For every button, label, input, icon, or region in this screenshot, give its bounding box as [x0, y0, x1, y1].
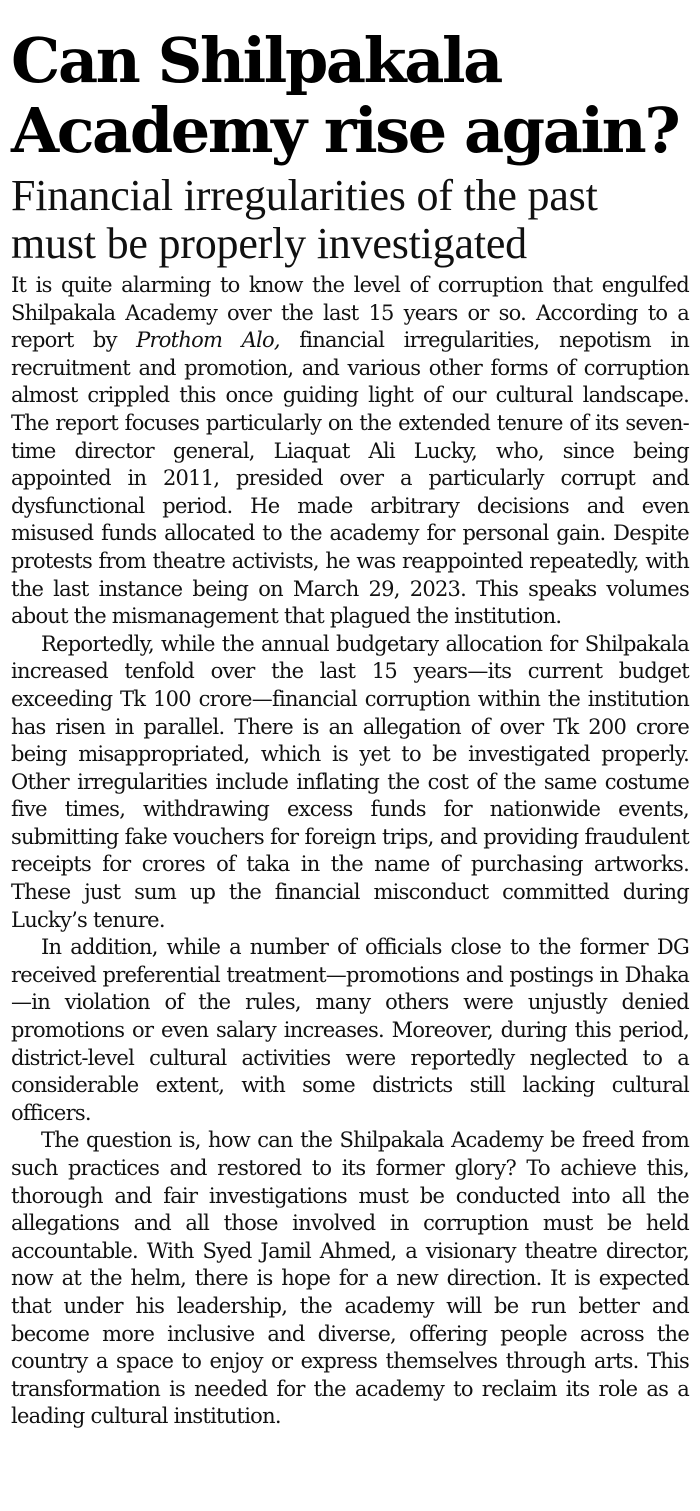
paragraph-1-lead: It is quite alarming to know the level of corruption that engulfed Shilpakala Academy over the last 15 years or so. According to a report by [11, 273, 689, 353]
source-publication: Prothom Alo, [136, 328, 280, 353]
headline-line-2: Academy rise again? [11, 94, 679, 167]
paragraph-1-rest: financial irregularities, nepotism in recruitment and promotion, and various other forms of corruption almost crippled this once guiding light of our cultural landscape. The report focuses particularly on the extended tenure of its seven-time director general, Liaquat Ali Lucky, who, since being appointed in 2011, presided over a particularly corrupt and dysfunctional period. He made arbitrary decisions and even misused funds allocated to the academy for personal gain. Despite protests from theatre activists, he was reappointed repeatedly, with the last instance being on March 29, 2023. This speaks volumes about the mismanagement that plagued the institution. [11, 328, 689, 629]
paragraph-2: Reportedly, while the annual budgetary allocation for Shilpakala increased tenfold over the last 15 years—its current budget exceeding Tk 100 crore—financial corruption within the institution has risen in parallel. There is an allegation of over Tk 200 crore being misappropriated, which is yet to be investigated properly. Other irregularities include inflating the cost of the same costume five times, withdrawing excess funds for nationwide events, submitting fake vouchers for foreign trips, and providing fraudulent receipts for crores of taka in the name of purchasing artworks. These just sum up the financial misconduct committed during Lucky’s tenure. [11, 631, 689, 932]
headline [11, 0, 689, 166]
paragraph-3: In addition, while a number of officials close to the former DG received preferential treatment—promotions and postings in Dhaka—in violation of the rules, many others were unjustly denied promotions or even salary increases. Moreover, during this period, district-level cultural activities were reportedly neglected to a considerable extent, with some districts still lacking cultural officers. [11, 935, 689, 1125]
article-body [11, 272, 689, 1431]
subheadline-line-1: Financial irregularities of the past [11, 171, 598, 220]
subheadline-line-2: must be properly investigated [11, 219, 527, 268]
headline-line-1: Can Shilpakala [11, 24, 501, 97]
paragraph-1 [11, 272, 689, 631]
subheadline [11, 172, 689, 268]
paragraph-4: The question is, how can the Shilpakala Academy be freed from such practices and restored to its former glory? To achieve this, thorough and fair investigations must be conducted into all the allegations and all those involved in corruption must be held accountable. With Syed Jamil Ahmed, a visionary theatre director, now at the helm, there is hope for a new direction. It is expected that under his leadership, the academy will be run better and become more inclusive and diverse, offering people across the country a space to enjoy or express themselves through arts. This transformation is needed for the academy to reclaim its role as a leading cultural institution. [11, 1128, 689, 1429]
